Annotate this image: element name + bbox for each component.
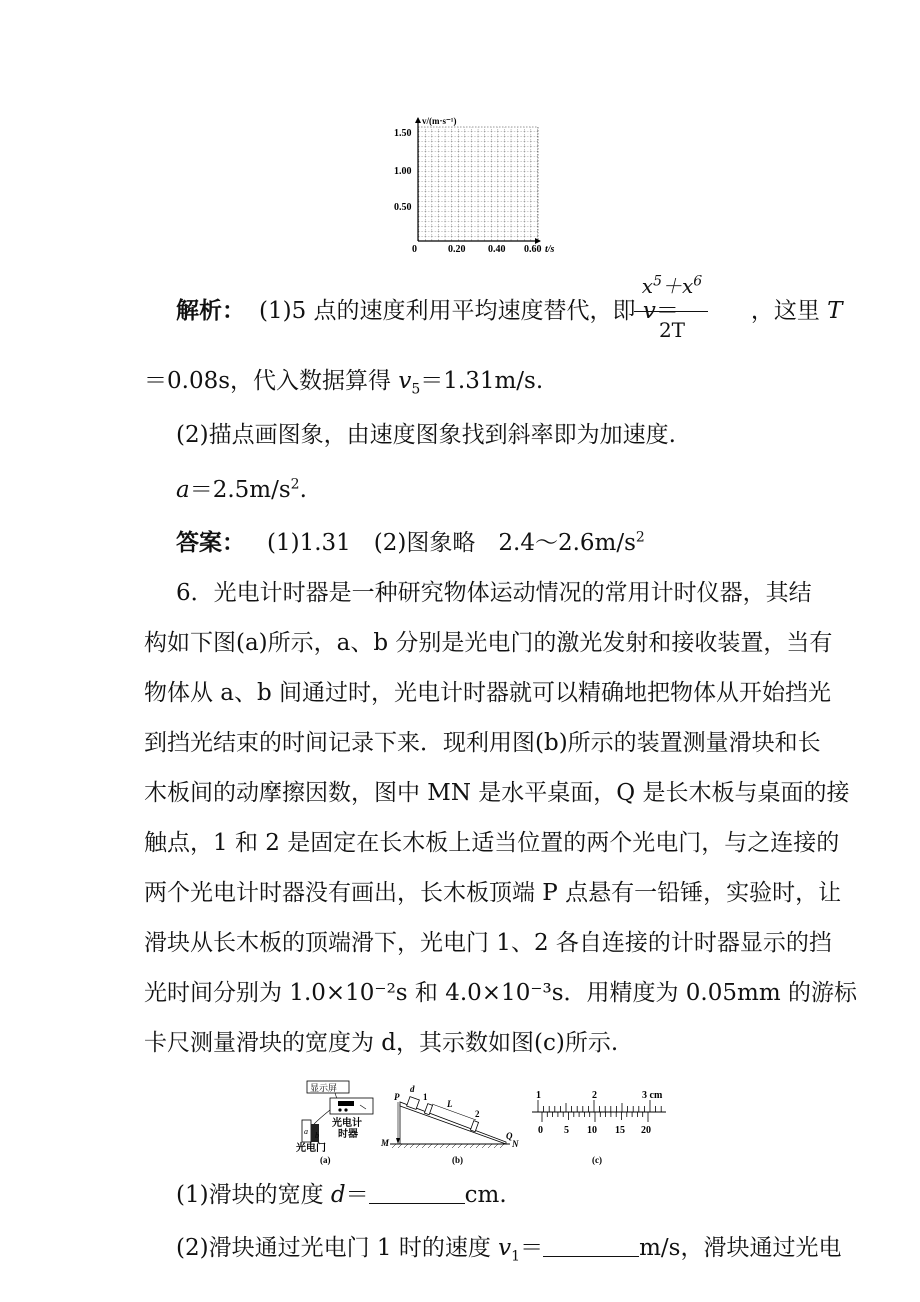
answer-line [176, 528, 645, 558]
vernier-15: 15 [615, 1125, 625, 1136]
var-d: d [330, 1182, 346, 1208]
problem6-line-9: 光时间分别为 1.0×10⁻²s 和 4.0×10⁻³s．用精度为 0.05mm 的游标 [144, 980, 857, 1006]
solution-p2-text: ＝0.08s，代入数据算得 [144, 368, 399, 394]
svg-text:N: N [512, 1139, 519, 1149]
y-tick-150: 1.50 [394, 128, 412, 139]
solution-p3-text: (2)描点画图象，由速度图象找到斜率即为加速度. [176, 422, 676, 448]
problem6-line-4: 到挡光结束的时间记录下来．现利用图(b)所示的装置测量滑块和长 [144, 730, 821, 756]
solution-line-1 [176, 296, 843, 326]
vernier-20: 20 [641, 1125, 651, 1136]
solution-line-2 [144, 366, 543, 396]
problem6-line-6: 触点，1 和 2 是固定在长木板上适当位置的两个光电门，与之连接的 [144, 830, 840, 856]
svg-text:d: d [410, 1084, 415, 1094]
main-scale-1: 1 [536, 1090, 541, 1101]
y-axis-label: v/(m·s⁻¹) [422, 116, 457, 126]
caption-a: (a) [320, 1155, 331, 1165]
problem6-line-3: 物体从 a、b 间通过时，光电计时器就可以精确地把物体从开始挡光 [144, 680, 832, 706]
display-screen-label: 显示屏 [310, 1083, 338, 1093]
answer-text: (1)1.31 (2)图象略 2.4～2.6m/s [267, 530, 636, 556]
caption-b: (b) [452, 1155, 463, 1165]
svg-text:b: b [315, 1131, 319, 1140]
answer-label: 答案： [176, 529, 245, 556]
equals: ＝ [655, 298, 679, 324]
solution-line-4: $a=2.5m/s^2$. [176, 476, 307, 503]
y-tick-100: 1.00 [394, 166, 412, 177]
plumb-bob [396, 1138, 400, 1144]
x-tick-040: 0.40 [488, 244, 506, 255]
subscript-1: 1 [511, 1248, 521, 1265]
fraction-numerator: $x^5+x^6$ [641, 273, 703, 298]
problem6-line-8: 滑块从长木板的顶端滑下，光电门 1、2 各自连接的计时器显示的挡 [144, 930, 832, 956]
grid-area [418, 127, 538, 241]
answer-blank-v1[interactable] [543, 1234, 639, 1257]
y-tick-050: 0.50 [394, 202, 412, 213]
connecting-cable [314, 1110, 330, 1124]
caption-c: (c) [592, 1155, 602, 1165]
x-axis-label: t/s [545, 244, 555, 255]
vernier-10: 10 [587, 1125, 597, 1136]
y-axis-arrow [415, 117, 421, 123]
fraction-bar [634, 311, 708, 312]
main-scale-2: 2 [592, 1090, 597, 1101]
solution-label: 解析： [176, 297, 245, 324]
problem6-line-7: 两个光电计时器没有画出，长木板顶端 P 点悬有一铅锤，实验时，让 [144, 880, 842, 906]
problem6-line-5: 木板间的动摩擦因数，图中 MN 是水平桌面，Q 是长木板与桌面的接 [144, 780, 850, 806]
vernier-ticks [542, 1112, 648, 1122]
var-v: v [642, 298, 656, 324]
svg-text:1: 1 [423, 1092, 428, 1102]
question-1-text: (1)滑块的宽度 [176, 1182, 331, 1208]
question-1: (1)滑块的宽度 d＝ cm. [176, 1182, 507, 1208]
question-2-text: (2)滑块通过光电门 1 时的速度 [176, 1235, 499, 1261]
x-tick-020: 0.20 [448, 244, 466, 255]
x-tick-060: 0.60 [524, 244, 542, 255]
answer-blank-d[interactable] [369, 1181, 465, 1204]
question-2: (2)滑块通过光电门 1 时的速度 $v_1= m/s$，滑块通过光电 [176, 1235, 842, 1265]
svg-text:Q: Q [506, 1131, 513, 1141]
solution-p4-value: ＝2.5m/s [189, 477, 291, 503]
timer-display [338, 1101, 354, 1106]
main-scale-3: 3 cm [642, 1090, 663, 1101]
gate-2 [470, 1121, 478, 1132]
vt-grid-graph [392, 116, 555, 256]
origin-label: 0 [412, 244, 417, 255]
superscript-2: 2 [290, 476, 300, 493]
main-scale-ticks [538, 1100, 661, 1112]
var-v5: v [398, 368, 412, 394]
problem6-line-1: 6．光电计时器是一种研究物体运动情况的常用计时仪器，其结 [176, 580, 812, 606]
vernier-5: 5 [564, 1125, 569, 1136]
photogate-label: 光电门 [296, 1143, 326, 1154]
svg-text:P: P [394, 1092, 400, 1102]
solution-p1-text: (1)5 点的速度利用平均速度替代，即 [259, 298, 643, 324]
answer-superscript: 2 [635, 529, 645, 546]
var-a: a [176, 477, 190, 503]
apparatus-figure [280, 1080, 680, 1164]
svg-text:a: a [304, 1127, 308, 1136]
problem6-line-10: 卡尺测量滑块的宽度为 d，其示数如图(c)所示. [144, 1030, 619, 1056]
fraction-denominator: 2T [658, 318, 686, 342]
solution-p1-after: ，这里 [750, 298, 828, 324]
vernier-0: 0 [538, 1125, 543, 1136]
solution-p2-value: ＝1.31m/s. [420, 368, 544, 394]
timer-label-2: 时器 [338, 1129, 358, 1140]
problem6-line-2: 构如下图(a)所示，a、b 分别是光电门的激光发射和接收装置，当有 [144, 630, 833, 656]
gate-1 [424, 1104, 432, 1115]
var-T: T [827, 298, 843, 324]
svg-text:M: M [381, 1138, 390, 1148]
svg-text:2: 2 [475, 1109, 480, 1119]
table-hatch [392, 1144, 504, 1148]
solution-line-3 [176, 420, 676, 450]
svg-text:L: L [447, 1099, 453, 1109]
timer-label-1: 光电计 [332, 1118, 362, 1129]
var-v1: v [498, 1235, 512, 1261]
subscript-5: 5 [411, 381, 421, 398]
